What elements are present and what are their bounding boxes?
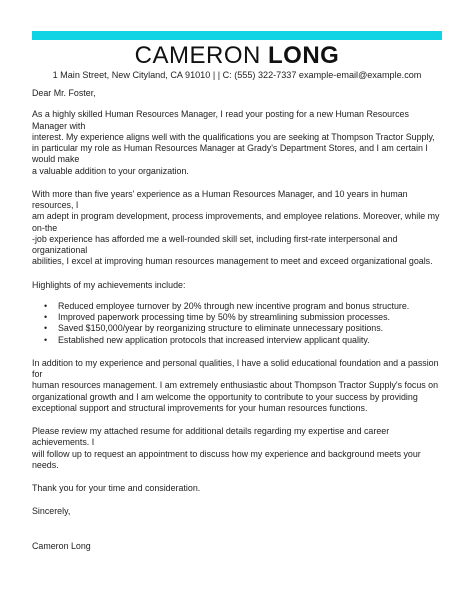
bullet-icon: •: [44, 312, 48, 322]
signature: Cameron Long: [32, 540, 91, 551]
bullet-icon: •: [44, 300, 48, 311]
list-item: [44, 323, 442, 334]
paragraph-line: am adept in program development, process improvements, and employee relations. Moreover, while my on-the: [32, 211, 440, 233]
list-item-text: Established new application protocols that increased interview applicant quality.: [58, 334, 370, 345]
paragraph-line: As a highly skilled Human Resources Manager, I read your posting for a new Human Resources Manager with: [32, 109, 409, 131]
first-name: CAMERON: [134, 42, 261, 69]
thanks-line: Thank you for your time and consideration.: [32, 483, 201, 493]
list-item: [44, 301, 442, 312]
paragraph-line: human resources management. I am extremely enthusiastic about Thompson Tractor Supply's focus on: [32, 380, 439, 391]
applicant-name: [0, 42, 474, 70]
last-name: LONG: [268, 42, 340, 69]
qualities-paragraph: [32, 358, 442, 414]
paragraph-line: interest. My experience aligns well with the qualifications you are seeking at Thompson Tractor Supply,: [32, 131, 435, 142]
paragraph-line: will follow up to request an appointment to discuss how my experience and background meets your needs.: [32, 448, 421, 470]
review-paragraph: [32, 426, 442, 471]
paragraph-line: a valuable addition to your organization.: [32, 165, 189, 176]
paragraph-line: -job experience has afforded me a well-rounded skill set, including first-rate interpersonal and organizational: [32, 233, 398, 255]
experience-paragraph: [32, 189, 442, 268]
list-item: [44, 312, 442, 323]
paragraph-line: abilities, I excel at improving human resources management to meet and exceed organizational goals.: [32, 256, 433, 267]
highlights-list: [32, 301, 442, 346]
paragraph-line: In addition to my experience and personal qualities, I have a solid educational foundation and a passion for: [32, 357, 439, 379]
paragraph-line: organizational growth and I am welcome the opportunity to contribute to your success by providing: [32, 391, 418, 402]
intro-paragraph: [32, 109, 442, 177]
greeting: Dear Mr. Foster,: [32, 88, 96, 98]
list-item-text: Reduced employee turnover by 20% through new incentive program and bonus structure.: [58, 300, 410, 311]
list-item-text: Saved $150,000/year by reorganizing structure to eliminate unnecessary positions.: [58, 323, 384, 334]
bullet-icon: •: [44, 334, 48, 345]
closing-line: Sincerely,: [32, 506, 71, 517]
highlights-intro: Highlights of my achievements include:: [32, 279, 186, 290]
paragraph-line: Please review my attached resume for additional details regarding my expertise and career achievements. I: [32, 426, 390, 448]
list-item-text: Improved paperwork processing time by 50% by streamlining submission processes.: [58, 312, 390, 322]
paragraph-line: exceptional support and structural improvements for your human resources functions.: [32, 402, 368, 413]
paragraph-line: With more than five years' experience as a Human Resources Manager, and 10 years in human resources, I: [32, 188, 408, 210]
bullet-icon: •: [44, 323, 48, 334]
accent-bar: [32, 31, 442, 40]
paragraph-line: in particular my role as Human Resources Manager at Grady's Department Stores, and I am certain I would make: [32, 143, 428, 165]
contact-info: 1 Main Street, New Cityland, CA 91010 | | C: (555) 322-7337 example-email@example.com: [52, 70, 422, 80]
letter-body: [32, 88, 442, 552]
list-item: [44, 335, 442, 346]
